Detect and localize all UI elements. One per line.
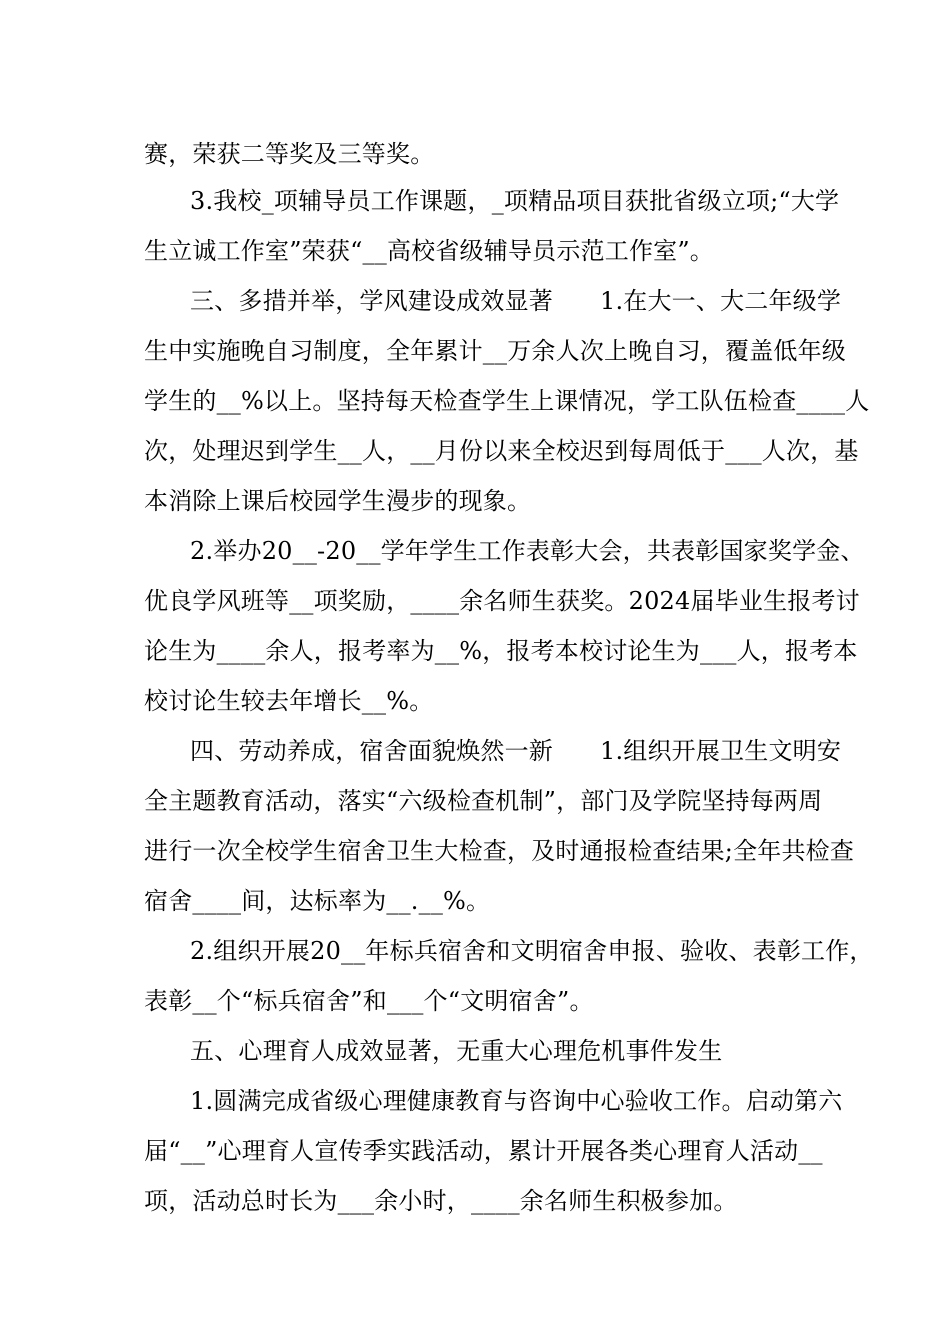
text-line-20: 1.圆满完成省级心理健康教育与咨询中心验收工作。启动第六 [190, 1087, 843, 1115]
text-line-1: 赛，荣获二等奖及三等奖。 [144, 140, 435, 168]
text-line-7: 次，处理迟到学生__人，__月份以来全校迟到每周低于___人次，基 [144, 437, 859, 465]
text-line-6: 学生的__%以上。坚持每天检查学生上课情况，学工队伍检查____人 [144, 387, 870, 415]
text-line-21: 届“__”心理育人宣传季实践活动，累计开展各类心理育人活动__ [144, 1137, 823, 1165]
text-line-16: 宿舍____间，达标率为__.__%。 [144, 887, 491, 915]
text-line-15: 进行一次全校学生宿舍卫生大检查，及时通报检查结果;全年共检查 [144, 837, 855, 865]
text-line-17: 2.组织开展20__年标兵宿舍和文明宿舍申报、验收、表彰工作， [190, 937, 874, 965]
text-line-11: 论生为____余人，报考率为__%，报考本校讨论生为___人，报考本 [144, 637, 858, 665]
text-line-18: 表彰__个“标兵宿舍”和___个“文明宿舍”。 [144, 987, 594, 1015]
text-line-8: 本消除上课后校园学生漫步的现象。 [144, 487, 532, 515]
text-line-14: 全主题教育活动，落实“六级检查机制”，部门及学院坚持每两周 [144, 787, 823, 815]
section-heading-4: 四、劳动养成，宿舍面貌焕然一新 1.组织开展卫生文明安 [190, 737, 842, 765]
text-line-10: 优良学风班等__项奖励，____余名师生获奖。2024届毕业生报考讨 [144, 587, 860, 615]
section-heading-5: 五、心理育人成效显著，无重大心理危机事件发生 [190, 1037, 723, 1065]
text-line-2: 3.我校_项辅导员工作课题，_项精品项目获批省级立项;“大学 [190, 187, 840, 215]
section-heading-3: 三、多措并举，学风建设成效显著 1.在大一、大二年级学 [190, 287, 842, 315]
text-line-22: 项，活动总时长为___余小时，____余名师生积极参加。 [144, 1187, 738, 1215]
text-line-5: 生中实施晚自习制度，全年累计__万余人次上晚自习，覆盖低年级 [144, 337, 846, 365]
text-line-3: 生立诚工作室”荣获“__高校省级辅导员示范工作室”。 [144, 237, 715, 265]
text-line-12: 校讨论生较去年增长__%。 [144, 687, 434, 715]
text-line-9: 2.举办20__-20__学年学生工作表彰大会，共表彰国家奖学金、 [190, 537, 865, 565]
